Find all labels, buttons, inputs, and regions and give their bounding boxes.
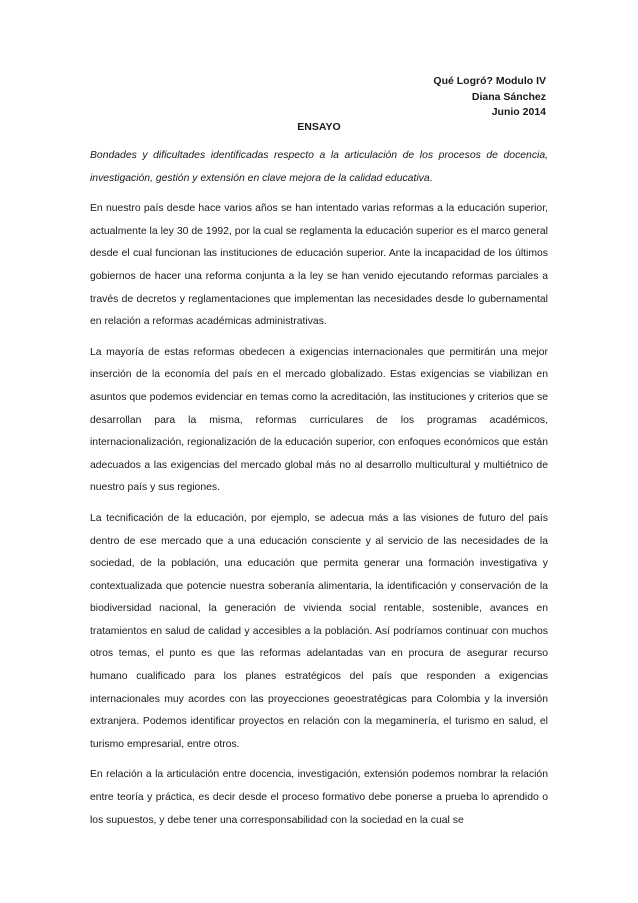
- document-body: [90, 145, 548, 840]
- header-author: Diana Sánchez: [471, 90, 546, 103]
- document-header: [433, 74, 546, 121]
- essay-subtitle-text: Bondades y dificultades identificadas respecto a la articulación de los procesos de docencia, investigación, gestión y extensión en clave mejora de la calidad educativa: [90, 150, 548, 184]
- header-date: Junio 2014: [491, 106, 546, 118]
- header-course: Qué Logró? Modulo IV: [433, 75, 546, 87]
- document-title: ENSAYO: [297, 121, 341, 133]
- paragraph-2: La mayoría de estas reformas obedecen a exigencias internacionales que permitirán una mejor inserción de la economía del país en el mercado globalizado. Estas exigencias se viabilizan en asuntos que podemos evidenciar en temas como la acreditación, las instituciones y criterios que se desarrollan para la misma, reformas curriculares de los programas académicos, internacionalización, regionalización de la educación superior, con enfoques económicos que están adecuados a las exigencias del mercado global más no al desarrollo multicultural y multiétnico de nuestro país y sus regiones.: [90, 346, 548, 494]
- paragraph-1: En nuestro país desde hace varios años se han intentado varias reformas a la educación superior, actualmente la ley 30 de 1992, por la cual se reglamenta la educación superior es el marco general desde el cual funcionan las instituciones de educación superior. Ante la incapacidad de los últimos gobiernos de hacer una reforma conjunta a la ley se han venido ejecutando reformas parciales a través de decretos y reglamentaciones que implementan las necesidades desde lo gubernamental en relación a reformas académicas administrativas.: [90, 203, 548, 328]
- essay-subtitle-period: .: [429, 172, 433, 184]
- paragraph-4: En relación a la articulación entre docencia, investigación, extensión podemos nombrar la relación entre teoría y práctica, es decir desde el proceso formativo debe ponerse a prueba lo aprendido o los supuestos, y debe tener una corresponsabilidad con la sociedad en la cual se: [90, 769, 548, 826]
- essay-subtitle: [90, 145, 548, 190]
- paragraph-3: La tecnificación de la educación, por ejemplo, se adecua más a las visiones de futuro del país dentro de ese mercado que a una educación consciente y al servicio de las necesidades de la sociedad, de la población, una educación que permita generar una formación investigativa y contextualizada que potencie nuestra soberanía alimentaria, la identificación y conservación de la biodiversidad nacional, la generación de vivienda social rentable, sostenible, avances en tratamientos en salud de calidad y accesibles a la población. Así podríamos continuar con muchos otros temas, el punto es que las reformas adelantadas van en procura de asegurar recurso humano cualificado para los planes estratégicos del país que responden a exigencias internacionales muy acordes con las proyecciones geoestratégicas para Colombia y la inversión extranjera. Podemos identificar proyectos en relación con la megaminería, el turismo en salud, el turismo empresarial, entre otros.: [90, 512, 548, 750]
